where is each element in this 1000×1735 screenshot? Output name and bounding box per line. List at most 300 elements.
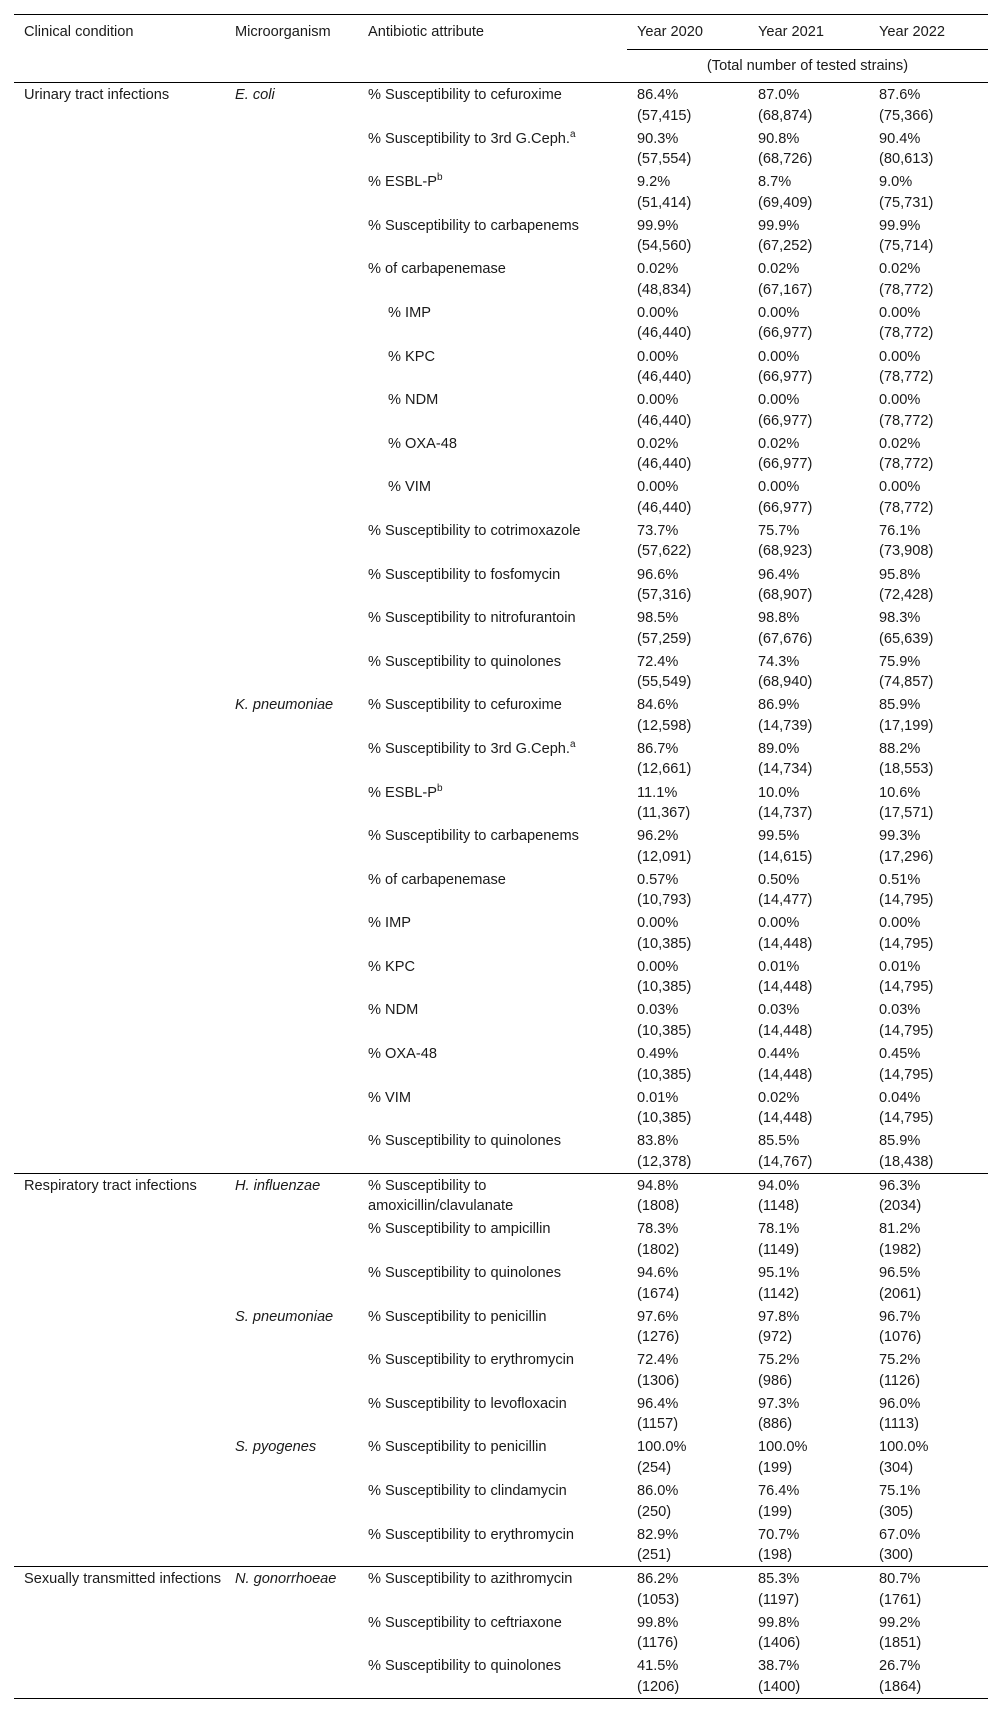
antibiotic-attribute-cell — [358, 1613, 627, 1634]
strain-count: (14,795) — [879, 1022, 934, 1039]
antibiotic-attribute-cell — [358, 826, 627, 847]
value-cell-2020 — [627, 434, 748, 475]
strain-count: (1306) — [637, 1372, 680, 1389]
antibiotic-attribute-cell — [358, 1176, 627, 1217]
value-cell-2020 — [627, 85, 748, 126]
attribute-label: % Susceptibility to erythromycin — [368, 1526, 575, 1543]
value-cell-2022 — [869, 172, 988, 213]
strain-count: (66,977) — [758, 369, 813, 386]
value-cell-2021 — [748, 85, 869, 126]
strain-count: (68,923) — [758, 543, 813, 560]
percent-value: 87.0% — [758, 87, 800, 103]
percent-value: 78.1% — [758, 1221, 800, 1238]
percent-value: 87.6% — [879, 87, 921, 103]
strain-count: (10,385) — [637, 1110, 692, 1127]
microorganism-name: K. pneumoniae — [235, 697, 334, 714]
susceptibility-table — [14, 14, 988, 1699]
table-row — [14, 1611, 988, 1655]
percent-value: 0.02% — [758, 261, 800, 278]
percent-value: 41.5% — [637, 1658, 679, 1675]
strain-count: (1802) — [637, 1241, 680, 1258]
value-cell-2021 — [748, 1219, 869, 1260]
table-row — [14, 345, 988, 389]
value-cell-2020 — [627, 1176, 748, 1217]
strain-count: (1206) — [637, 1678, 680, 1695]
percent-value: 75.2% — [879, 1352, 921, 1369]
percent-value: 10.6% — [879, 784, 921, 801]
strain-count: (67,252) — [758, 238, 813, 255]
strain-count: (14,448) — [758, 1066, 813, 1083]
table-row — [14, 1392, 988, 1436]
strain-count: (986) — [758, 1372, 793, 1389]
percent-value: 0.01% — [879, 958, 921, 975]
percent-value: 0.00% — [637, 479, 679, 496]
table-row — [14, 1567, 988, 1611]
strain-count: (65,639) — [879, 630, 934, 647]
strain-count: (57,554) — [637, 151, 692, 168]
strain-count: (57,415) — [637, 107, 692, 124]
value-cell-2022 — [869, 259, 988, 300]
percent-value: 0.00% — [637, 348, 679, 365]
strain-count: (51,414) — [637, 194, 692, 211]
strain-count: (78,772) — [879, 456, 934, 473]
table-row — [14, 214, 988, 258]
header-microorganism: Microorganism — [235, 23, 331, 40]
percent-value: 70.7% — [758, 1526, 800, 1543]
strain-count: (1982) — [879, 1241, 922, 1258]
value-cell-2022 — [869, 1350, 988, 1391]
attribute-label: % of carbapenemase — [368, 871, 506, 888]
strain-count: (68,907) — [758, 587, 813, 604]
strain-count: (12,378) — [637, 1153, 692, 1170]
percent-value: 0.00% — [637, 304, 679, 321]
percent-value: 0.00% — [758, 392, 800, 409]
percent-value: 99.9% — [879, 217, 921, 234]
percent-value: 86.2% — [637, 1571, 679, 1588]
table-row — [14, 1479, 988, 1523]
percent-value: 72.4% — [637, 653, 679, 670]
table-row — [14, 1042, 988, 1086]
strain-count: (66,977) — [758, 456, 813, 473]
percent-value: 100.0% — [637, 1439, 687, 1456]
strain-count: (14,615) — [758, 848, 813, 865]
percent-value: 85.3% — [758, 1571, 800, 1588]
percent-value: 0.00% — [879, 348, 921, 365]
value-cell-2021 — [748, 1394, 869, 1435]
value-cell-2021 — [748, 565, 869, 606]
value-cell-2022 — [869, 913, 988, 954]
value-cell-2022 — [869, 303, 988, 344]
value-cell-2020 — [627, 216, 748, 257]
percent-value: 99.9% — [758, 217, 800, 234]
antibiotic-attribute-cell — [358, 521, 627, 542]
value-cell-2022 — [869, 826, 988, 867]
value-cell-2021 — [748, 695, 869, 736]
percent-value: 0.00% — [879, 915, 921, 932]
percent-value: 76.4% — [758, 1483, 800, 1499]
percent-value: 99.5% — [758, 828, 800, 845]
value-cell-2021 — [748, 1656, 869, 1697]
value-cell-2022 — [869, 1263, 988, 1304]
percent-value: 86.7% — [637, 740, 679, 757]
strain-count: (46,440) — [637, 325, 692, 342]
strain-count: (68,940) — [758, 674, 813, 691]
value-cell-2021 — [748, 1481, 869, 1522]
value-cell-2021 — [748, 521, 869, 562]
percent-value: 0.00% — [879, 479, 921, 496]
strain-count: (1406) — [758, 1635, 801, 1652]
percent-value: 94.8% — [637, 1177, 679, 1194]
strain-count: (1149) — [758, 1241, 800, 1258]
value-cell-2020 — [627, 783, 748, 824]
strain-count: (14,448) — [758, 979, 813, 996]
value-cell-2020 — [627, 1525, 748, 1566]
subheader-total-strains: (Total number of tested strains) — [627, 49, 988, 83]
value-cell-2020 — [627, 739, 748, 780]
percent-value: 75.9% — [879, 653, 921, 670]
strain-count: (1142) — [758, 1285, 800, 1302]
strain-count: (1113) — [879, 1416, 920, 1433]
value-cell-2022 — [869, 1437, 988, 1478]
antibiotic-attribute-cell — [358, 434, 627, 455]
value-cell-2022 — [869, 1613, 988, 1654]
strain-count: (18,553) — [879, 761, 934, 778]
value-cell-2021 — [748, 1044, 869, 1085]
strain-count: (55,549) — [637, 674, 692, 691]
attribute-label: % Susceptibility to 3rd G.Ceph. — [368, 740, 570, 757]
antibiotic-attribute-cell — [358, 1044, 627, 1065]
value-cell-2022 — [869, 1088, 988, 1129]
value-cell-2020 — [627, 826, 748, 867]
percent-value: 98.5% — [637, 610, 679, 627]
table-row — [14, 257, 988, 301]
percent-value: 72.4% — [637, 1352, 679, 1369]
percent-value: 99.9% — [637, 217, 679, 234]
table-row — [14, 868, 988, 912]
value-cell-2022 — [869, 1176, 988, 1217]
table-row — [14, 1435, 988, 1479]
condition-group — [14, 1567, 988, 1698]
attribute-label: % Susceptibility to quinolones — [368, 1265, 562, 1282]
strain-count: (11,367) — [637, 805, 691, 821]
value-cell-2022 — [869, 783, 988, 824]
attribute-label: % Susceptibility to clindamycin — [368, 1483, 567, 1499]
attribute-label: % Susceptibility to levofloxacin — [368, 1395, 567, 1412]
value-cell-2020 — [627, 259, 748, 300]
attribute-label: % NDM — [388, 392, 439, 409]
percent-value: 0.04% — [879, 1089, 921, 1106]
table-row — [14, 1086, 988, 1130]
antibiotic-attribute-cell — [358, 695, 627, 716]
value-cell-2021 — [748, 608, 869, 649]
value-cell-2020 — [627, 1131, 748, 1172]
percent-value: 0.03% — [758, 1002, 800, 1019]
value-cell-2020 — [627, 1088, 748, 1129]
percent-value: 100.0% — [758, 1439, 808, 1456]
strain-count: (1851) — [879, 1635, 922, 1652]
strain-count: (1808) — [637, 1198, 680, 1215]
attribute-label: % Susceptibility to erythromycin — [368, 1352, 575, 1369]
attribute-label: % Susceptibility to fosfomycin — [368, 566, 561, 583]
table-row — [14, 127, 988, 171]
percent-value: 80.7% — [879, 1571, 921, 1588]
value-cell-2021 — [748, 739, 869, 780]
table-row — [14, 693, 988, 737]
value-cell-2020 — [627, 1437, 748, 1478]
attribute-label: % KPC — [388, 348, 436, 365]
antibiotic-attribute-cell — [358, 129, 627, 150]
value-cell-2022 — [869, 1656, 988, 1697]
antibiotic-attribute-cell — [358, 870, 627, 891]
strain-count: (1197) — [758, 1591, 800, 1608]
attribute-label: % NDM — [368, 1002, 419, 1019]
value-cell-2022 — [869, 1569, 988, 1610]
value-cell-2021 — [748, 434, 869, 475]
percent-value: 8.7% — [758, 174, 792, 191]
percent-value: 0.50% — [758, 871, 800, 888]
value-cell-2022 — [869, 129, 988, 170]
value-cell-2020 — [627, 1263, 748, 1304]
percent-value: 0.02% — [879, 261, 921, 278]
value-cell-2021 — [748, 913, 869, 954]
strain-count: (14,477) — [758, 892, 813, 909]
percent-value: 75.1% — [879, 1483, 921, 1499]
value-cell-2020 — [627, 1219, 748, 1260]
percent-value: 0.03% — [637, 1002, 679, 1019]
strain-count: (75,714) — [879, 238, 934, 255]
strain-count: (2034) — [879, 1198, 922, 1215]
strain-count: (46,440) — [637, 499, 692, 516]
percent-value: 0.02% — [758, 435, 800, 452]
attribute-label: % Susceptibility to penicillin — [368, 1439, 547, 1456]
antibiotic-attribute-cell — [358, 390, 627, 411]
value-cell-2021 — [748, 477, 869, 518]
value-cell-2021 — [748, 303, 869, 344]
antibiotic-attribute-cell — [358, 1131, 627, 1152]
value-cell-2020 — [627, 1000, 748, 1041]
percent-value: 0.44% — [758, 1046, 800, 1063]
value-cell-2022 — [869, 695, 988, 736]
percent-value: 95.8% — [879, 566, 921, 583]
table-row — [14, 1523, 988, 1567]
value-cell-2021 — [748, 1176, 869, 1217]
strain-count: (10,793) — [637, 892, 692, 909]
percent-value: 74.3% — [758, 653, 800, 670]
antibiotic-attribute-cell — [358, 1656, 627, 1677]
strain-count: (1276) — [637, 1329, 680, 1346]
value-cell-2020 — [627, 390, 748, 431]
percent-value: 96.5% — [879, 1265, 921, 1282]
strain-count: (14,734) — [758, 761, 813, 778]
percent-value: 75.7% — [758, 522, 800, 539]
microorganism-name: S. pneumoniae — [235, 1308, 334, 1325]
value-cell-2021 — [748, 1000, 869, 1041]
header-clinical-condition: Clinical condition — [24, 23, 134, 40]
strain-count: (1148) — [758, 1198, 800, 1215]
table-row — [14, 737, 988, 781]
strain-count: (66,977) — [758, 412, 813, 429]
percent-value: 90.3% — [637, 130, 679, 147]
antibiotic-attribute-cell — [358, 1350, 627, 1371]
footnote-marker: b — [436, 172, 443, 184]
value-cell-2020 — [627, 565, 748, 606]
strain-count: (73,908) — [879, 543, 934, 560]
strain-count: (254) — [637, 1459, 672, 1476]
value-cell-2022 — [869, 1219, 988, 1260]
percent-value: 11.1% — [637, 784, 678, 801]
percent-value: 84.6% — [637, 697, 679, 714]
value-cell-2020 — [627, 1569, 748, 1610]
percent-value: 0.00% — [637, 392, 679, 409]
percent-value: 97.3% — [758, 1395, 800, 1412]
table-row — [14, 1129, 988, 1173]
antibiotic-attribute-cell — [358, 259, 627, 280]
strain-count: (68,874) — [758, 107, 813, 124]
value-cell-2022 — [869, 739, 988, 780]
percent-value: 89.0% — [758, 740, 800, 757]
strain-count: (12,661) — [637, 761, 692, 778]
microorganism-cell — [225, 1437, 358, 1458]
percent-value: 96.0% — [879, 1395, 921, 1412]
strain-count: (78,772) — [879, 325, 934, 342]
value-cell-2021 — [748, 1263, 869, 1304]
strain-count: (1176) — [637, 1635, 679, 1652]
value-cell-2020 — [627, 1044, 748, 1085]
value-cell-2021 — [748, 1437, 869, 1478]
percent-value: 0.00% — [637, 958, 679, 975]
table-row — [14, 824, 988, 868]
antibiotic-attribute-cell — [358, 1219, 627, 1240]
value-cell-2022 — [869, 608, 988, 649]
value-cell-2021 — [748, 347, 869, 388]
attribute-label: % Susceptibility to ampicillin — [368, 1221, 551, 1238]
strain-count: (300) — [879, 1547, 914, 1564]
table-row — [14, 1217, 988, 1261]
value-cell-2022 — [869, 347, 988, 388]
strain-count: (66,977) — [758, 325, 813, 342]
table-row — [14, 388, 988, 432]
strain-count: (251) — [637, 1547, 672, 1564]
footnote-marker: a — [569, 739, 576, 751]
strain-count: (14,737) — [758, 805, 813, 821]
attribute-label: % Susceptibility to azithromycin — [368, 1571, 573, 1588]
strain-count: (14,795) — [879, 1110, 934, 1127]
strain-count: (14,448) — [758, 1110, 813, 1127]
strain-count: (57,622) — [637, 543, 692, 560]
strain-count: (78,772) — [879, 499, 934, 516]
value-cell-2021 — [748, 129, 869, 170]
percent-value: 99.8% — [637, 1614, 679, 1631]
percent-value: 96.7% — [879, 1308, 921, 1325]
percent-value: 98.3% — [879, 610, 921, 627]
percent-value: 86.4% — [637, 87, 679, 103]
percent-value: 97.6% — [637, 1308, 679, 1325]
percent-value: 86.9% — [758, 697, 800, 714]
attribute-label: % Susceptibility to penicillin — [368, 1308, 547, 1325]
value-cell-2022 — [869, 390, 988, 431]
strain-count: (1053) — [637, 1591, 680, 1608]
value-cell-2021 — [748, 1131, 869, 1172]
strain-count: (67,167) — [758, 281, 813, 298]
value-cell-2020 — [627, 913, 748, 954]
table-header — [14, 15, 988, 83]
percent-value: 76.1% — [879, 522, 921, 539]
percent-value: 99.2% — [879, 1614, 921, 1631]
value-cell-2020 — [627, 608, 748, 649]
value-cell-2022 — [869, 521, 988, 562]
attribute-label: % Susceptibility to carbapenems — [368, 828, 579, 845]
value-cell-2022 — [869, 1044, 988, 1085]
table-body — [14, 83, 988, 1698]
percent-value: 96.3% — [879, 1177, 921, 1194]
value-cell-2021 — [748, 390, 869, 431]
antibiotic-attribute-cell — [358, 1481, 627, 1502]
antibiotic-attribute-cell — [358, 1000, 627, 1021]
value-cell-2021 — [748, 870, 869, 911]
strain-count: (75,366) — [879, 107, 934, 124]
percent-value: 0.57% — [637, 871, 679, 888]
condition-group — [14, 83, 988, 1174]
percent-value: 82.9% — [637, 1526, 679, 1543]
antibiotic-attribute-cell — [358, 608, 627, 629]
percent-value: 75.2% — [758, 1352, 800, 1369]
table-row — [14, 1261, 988, 1305]
percent-value: 0.00% — [758, 348, 800, 365]
value-cell-2022 — [869, 957, 988, 998]
antibiotic-attribute-cell — [358, 85, 627, 106]
header-year-2020: Year 2020 — [637, 23, 704, 40]
percent-value: 81.2% — [879, 1221, 921, 1238]
percent-value: 0.02% — [637, 261, 679, 278]
value-cell-2020 — [627, 172, 748, 213]
attribute-label: % Susceptibility to cotrimoxazole — [368, 522, 581, 539]
value-cell-2020 — [627, 652, 748, 693]
antibiotic-attribute-cell — [358, 783, 627, 804]
footnote-marker: a — [569, 128, 576, 140]
value-cell-2021 — [748, 1613, 869, 1654]
percent-value: 0.00% — [758, 915, 800, 932]
strain-count: (57,316) — [637, 587, 692, 604]
antibiotic-attribute-cell — [358, 216, 627, 237]
percent-value: 88.2% — [879, 740, 921, 757]
value-cell-2022 — [869, 1131, 988, 1172]
strain-count: (12,091) — [637, 848, 692, 865]
percent-value: 0.45% — [879, 1046, 921, 1063]
strain-count: (10,385) — [637, 935, 692, 952]
attribute-label: % Susceptibility to cefuroxime — [368, 87, 562, 103]
value-cell-2020 — [627, 303, 748, 344]
percent-value: 90.4% — [879, 130, 921, 147]
table-row — [14, 911, 988, 955]
condition-group — [14, 1174, 988, 1567]
strain-count: (14,795) — [879, 1066, 934, 1083]
strain-count: (1761) — [879, 1591, 922, 1608]
antibiotic-attribute-cell — [358, 1525, 627, 1546]
attribute-label: % Susceptibility to quinolones — [368, 653, 562, 670]
table-row — [14, 1305, 988, 1349]
antibiotic-attribute-cell — [358, 1263, 627, 1284]
strain-count: (972) — [758, 1329, 793, 1346]
header-year-2021: Year 2021 — [758, 23, 825, 40]
attribute-label: % Susceptibility to 3rd G.Ceph. — [368, 130, 570, 147]
table-row — [14, 301, 988, 345]
percent-value: 9.0% — [879, 174, 913, 191]
strain-count: (10,385) — [637, 1066, 692, 1083]
table-row — [14, 563, 988, 607]
percent-value: 85.5% — [758, 1133, 800, 1150]
value-cell-2021 — [748, 957, 869, 998]
value-cell-2020 — [627, 695, 748, 736]
